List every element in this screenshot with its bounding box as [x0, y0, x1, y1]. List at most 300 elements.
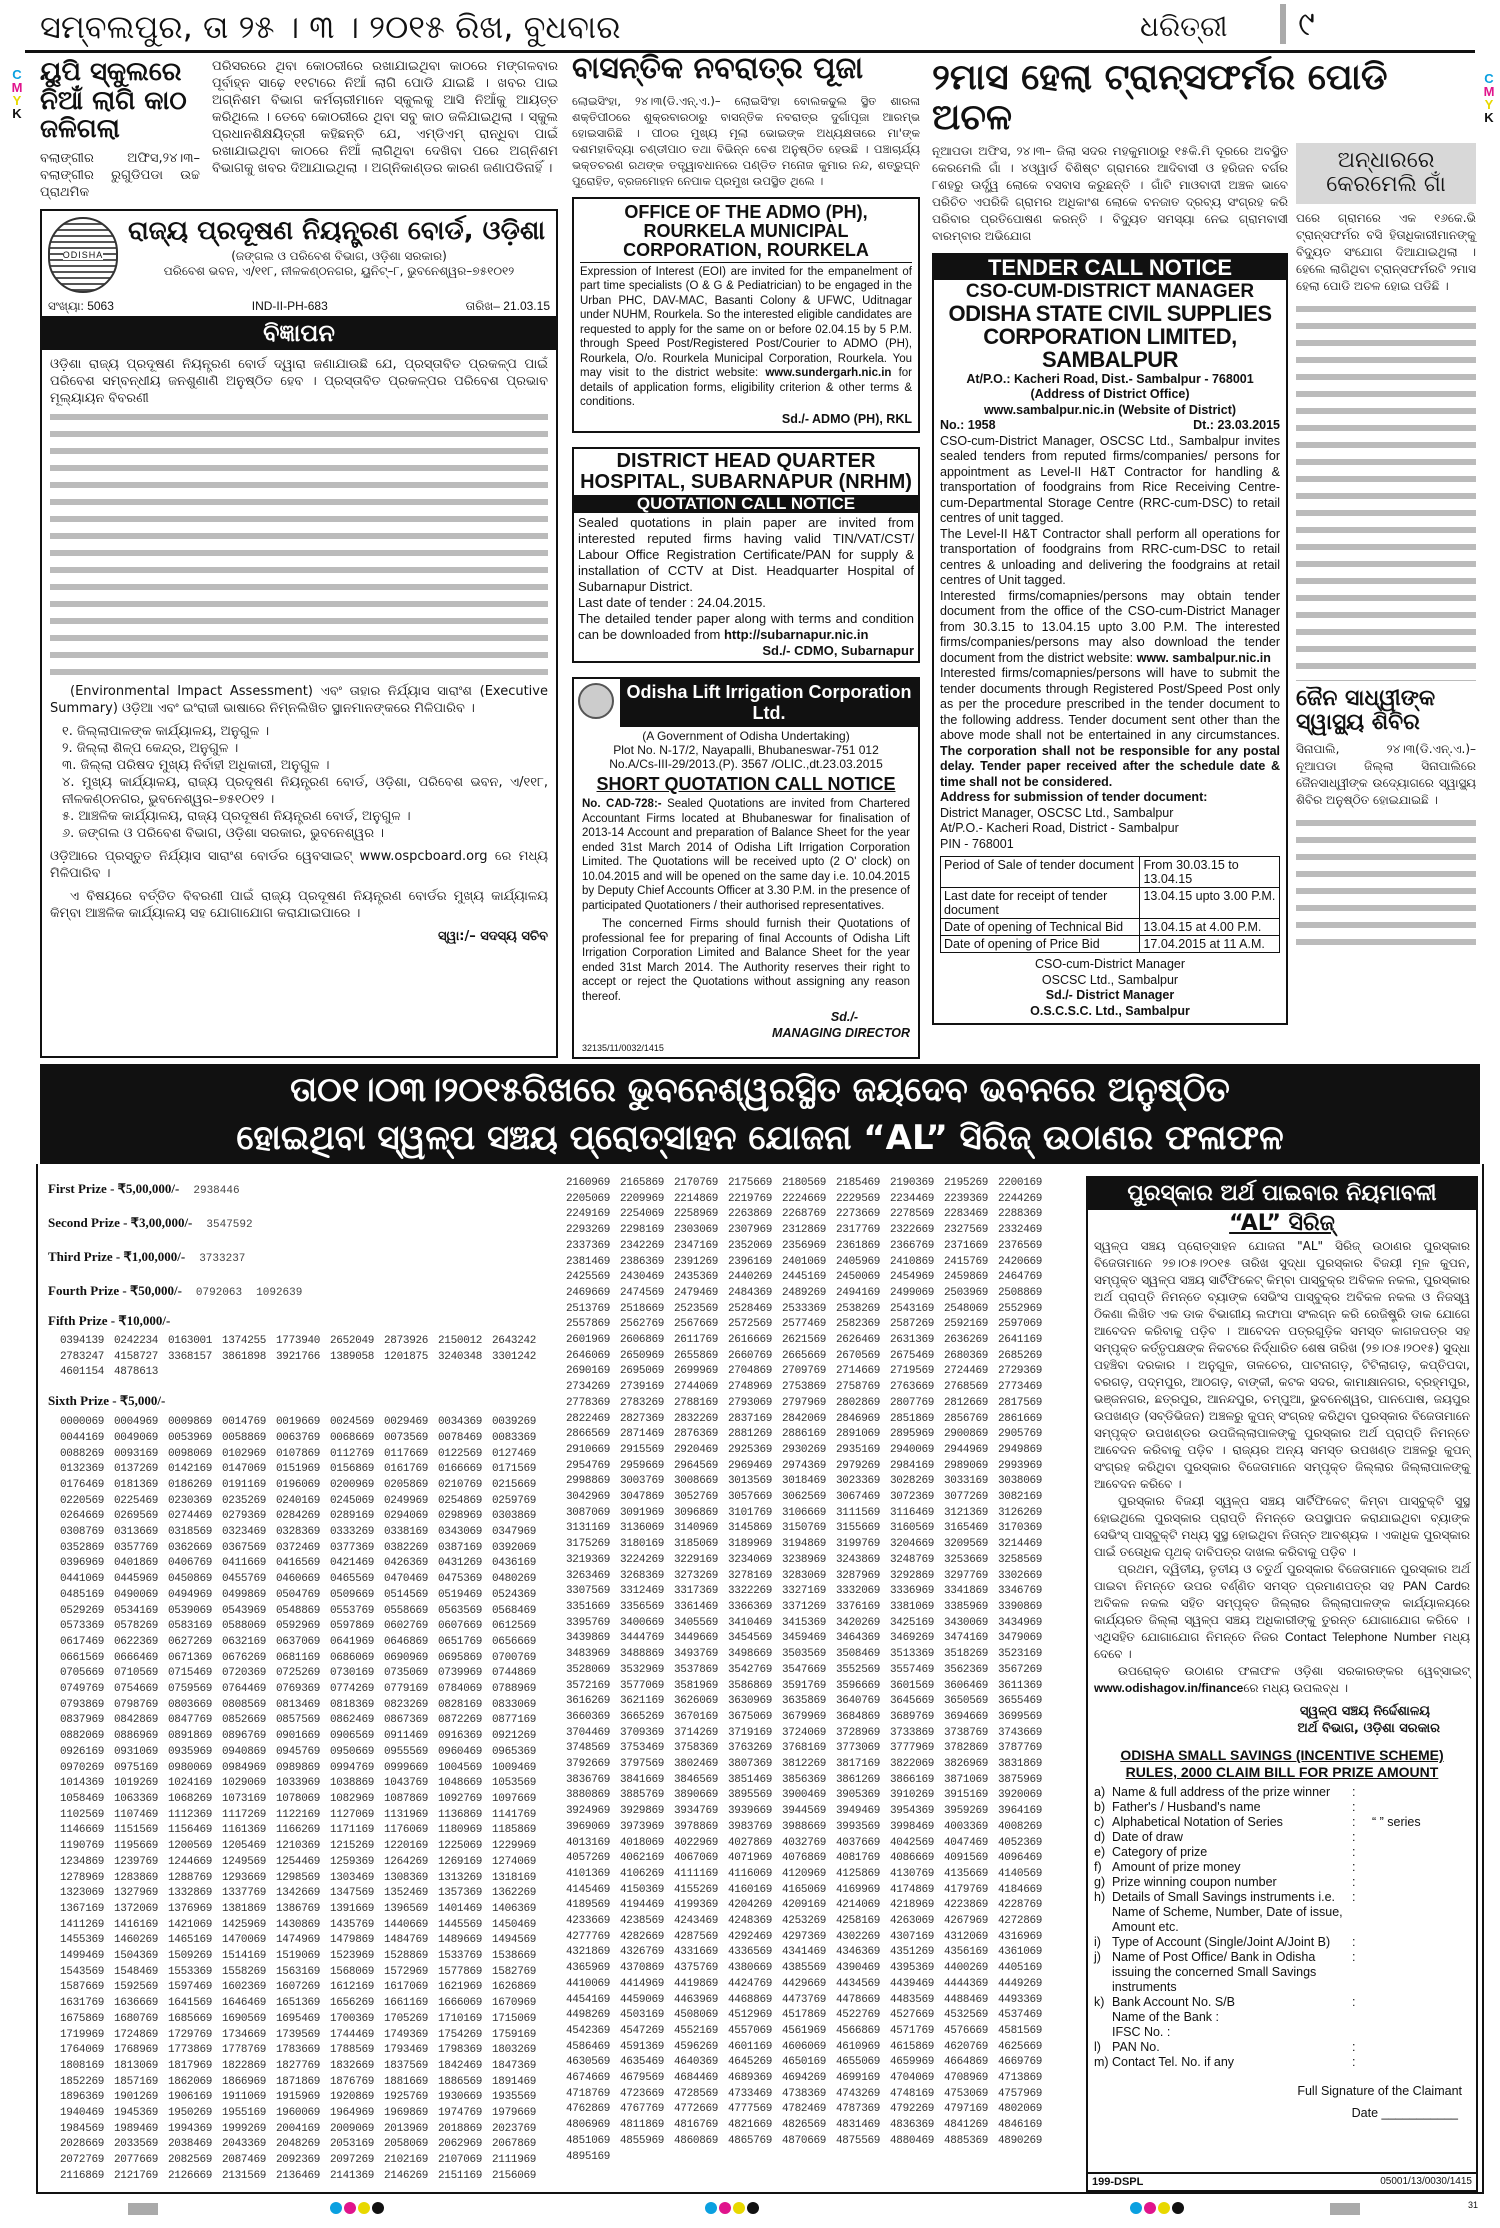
prize-number: 0078469 [438, 1431, 483, 1444]
prize-number: 1974769 [438, 2107, 483, 2120]
prize-number: 1244669 [168, 1855, 213, 1868]
claim-field-label: Prize winning coupon number [1112, 1875, 1277, 1890]
prize-number: 3993569 [836, 1820, 881, 1833]
prize-number: 2842069 [782, 1412, 827, 1425]
prize-number: 4645269 [728, 2056, 773, 2069]
prize-number: 1646469 [222, 1997, 267, 2010]
prize-number: 4158727 [114, 1350, 159, 1363]
tender-table-value: 17.04.2015 at 11 A.M. [1140, 936, 1280, 953]
prize-number: 2356969 [782, 1239, 827, 1252]
prize-number: 0975169 [114, 1761, 159, 1774]
prize-row [48, 1274, 558, 1308]
ospcb-body: ଓଡ଼ିଶା ରାଜ୍ୟ ପ୍ରଦୂଷଣ ନିୟନ୍ତ୍ରଣ ବୋର୍ଡ ଦ୍ୱାରା ଜଣାଯାଉଛି ଯେ, ପ୍ରସ୍ତାବିତ ପ୍ରକଳ୍ପ ପାଇଁ ପରିବେଶ ସମ୍ବନ୍ଧୀୟ ଜନଶୁଣାଣି ଅନୁଷ୍ଠିତ ହେବ । ପ୍ରସ୍ତାବିତ ପ୍ରକଳ୍ପର ପରିବେଶ ପ୍ରଭାବ ମୂଲ୍ୟାୟନ ବିବରଣୀ [50, 356, 548, 406]
prize-number: 1151569 [114, 1824, 159, 1837]
prize-number: 1019269 [114, 1777, 159, 1790]
prize-number: 1773869 [168, 2044, 213, 2057]
tender-table-row [941, 936, 1280, 953]
prize-label: Second Prize - [48, 1215, 128, 1230]
prize-number: 4380669 [728, 1962, 773, 1975]
claim-field-key: l) [1094, 2040, 1101, 2055]
prize-number: 2940069 [890, 1443, 935, 1456]
tender-address-line2: At/P.O.- Kacheri Road, District - Sambalpur [940, 821, 1179, 835]
prize-number: 2641169 [998, 1334, 1043, 1347]
prize-number: 4351269 [890, 1946, 935, 1959]
banner-line2: ହୋଇଥିବା ସ୍ୱଳ୍ପ ସଞ୍ଚୟ ପ୍ରୋତ୍ସାହନ ଯୋଜନା “AL” ସିରିଜ୍ ଉଠାଣର ଫଳାଫଳ [236, 1118, 1284, 1158]
prize-number: 2611769 [674, 1334, 719, 1347]
tender-address-note: (Address of District Office) [1030, 387, 1190, 401]
prize-number: 2170769 [674, 1177, 719, 1189]
prize-number: 2410869 [890, 1255, 935, 1268]
prize-number: 0509669 [330, 1588, 375, 1601]
prize-number: 4777569 [728, 2103, 773, 2116]
prize-number: 1813069 [114, 2059, 159, 2072]
prize-number: 4277769 [566, 1930, 611, 1943]
prize-number: 3792669 [566, 1758, 611, 1771]
prize-number: 1455369 [60, 1934, 105, 1947]
prize-number: 0235269 [222, 1494, 267, 1507]
prize-number: 4096469 [998, 1852, 1043, 1865]
tender-title2: ODISHA STATE CIVIL SUPPLIES CORPORATION LIMITED, SAMBALPUR [948, 301, 1272, 373]
rules-website-link[interactable]: www.odishagov.in/finance [1094, 1681, 1244, 1696]
prize-number: 3185069 [674, 1538, 719, 1551]
prize-number: 3826969 [944, 1758, 989, 1771]
prize-number: 1024169 [168, 1777, 213, 1790]
prize-number: 0127469 [492, 1447, 537, 1460]
ospcb-number: ସଂଖ୍ୟା: 5063 [48, 298, 114, 313]
tender-table-label: Date of opening of Technical Bid [941, 919, 1140, 936]
prize-number: 0367569 [222, 1541, 267, 1554]
claim-field [1094, 1860, 1470, 1875]
prize-number: 3802469 [674, 1758, 719, 1771]
prize-number: 3841669 [620, 1773, 665, 1786]
prize-number: 0891869 [168, 1730, 213, 1743]
prize-number: 0916369 [438, 1730, 483, 1743]
claim-field-key: e) [1094, 1845, 1106, 1860]
prize-number: 2827369 [620, 1412, 665, 1425]
prize-number: 2709769 [782, 1365, 827, 1378]
prize-number: 1073169 [222, 1792, 267, 1805]
prize-number: 0445969 [114, 1573, 159, 1586]
claim-field-value[interactable]: “ ” series [1372, 1815, 1421, 1830]
claim-field-label: IFSC No. : [1112, 2025, 1171, 2040]
prize-number: 1519069 [276, 1950, 321, 1963]
prize-number: 0744869 [492, 1667, 537, 1680]
prize-number: 3939669 [728, 1805, 773, 1818]
prize-label: Fourth Prize - [48, 1283, 127, 1298]
prize-number: 4003369 [944, 1820, 989, 1833]
prize-number: 4880469 [890, 2134, 935, 2147]
prize-number: 2744069 [674, 1381, 719, 1394]
claim-form [1094, 1785, 1470, 2070]
prize-number: 2802869 [836, 1396, 881, 1409]
prize-number: 1053569 [492, 1777, 537, 1790]
prize-number: 2494169 [836, 1286, 881, 1299]
ospcb-list-item: ୬. ଜଙ୍ଗଲ ଓ ପରିବେଶ ବିଭାଗ, ଓଡ଼ିଶା ସରକାର, ଭୁବନେଶ୍ୱର । [62, 825, 385, 841]
prize-number: 4566869 [836, 2024, 881, 2037]
prize-number: 1734669 [222, 2028, 267, 2041]
prize-number: 0181369 [114, 1478, 159, 1491]
prize-number: 1215269 [330, 1840, 375, 1853]
prize-number: 2361869 [836, 1239, 881, 1252]
tender-table-label: Period of Sale of tender document [941, 857, 1140, 888]
prize-number: 4365969 [566, 1962, 611, 1975]
prize-number: 3047869 [620, 1491, 665, 1504]
prize-number: 2200169 [998, 1177, 1043, 1189]
prize-number: 4878613 [114, 1366, 159, 1379]
prize-number: 0607669 [438, 1620, 483, 1633]
prize-number: 2572569 [728, 1318, 773, 1331]
prize-number: 4512969 [728, 2009, 773, 2022]
prize-number: 4385569 [782, 1962, 827, 1975]
prize-number: 2910669 [566, 1443, 611, 1456]
prize-number: 1489669 [438, 1934, 483, 1947]
prize-number: 0578269 [114, 1620, 159, 1633]
prize-number: 1342669 [276, 1887, 321, 1900]
olic-sub1: (A Government of Odisha Undertaking) [642, 728, 850, 743]
prize-number: 3381069 [890, 1600, 935, 1613]
prize-number: 3327169 [782, 1585, 827, 1598]
prize-number: 2479469 [674, 1286, 719, 1299]
olic-title: Odisha Lift Irrigation Corporation Ltd. [620, 679, 918, 727]
prize-number: 3425169 [890, 1616, 935, 1629]
prize-number: 0019669 [276, 1416, 321, 1429]
tender-address-line1: District Manager, OSCSC Ltd., Sambalpur [940, 805, 1174, 820]
prize-number: 1759169 [492, 2028, 537, 2041]
prize-number: 0024569 [330, 1416, 375, 1429]
prize-number: 4267969 [944, 1915, 989, 1928]
prize-number: 3817169 [836, 1758, 881, 1771]
prize-number: 4165069 [782, 1883, 827, 1896]
claim-field-label: Bank Account No. S/B [1112, 1995, 1235, 2010]
prize-number: 2562769 [620, 1318, 665, 1331]
prize-number: 0303869 [492, 1510, 537, 1523]
prize-number: 0394139 [60, 1335, 105, 1347]
prize-number: 0935969 [168, 1745, 213, 1758]
prize-number: 1602369 [222, 1981, 267, 1994]
prize-number: 0583169 [168, 1620, 213, 1633]
prize-number: 0686069 [330, 1651, 375, 1664]
prize-number: 2567669 [674, 1318, 719, 1331]
admo-website-link[interactable]: www.sundergarh.nic.in [765, 367, 892, 380]
prize-number: 2435369 [674, 1271, 719, 1284]
prize-number: 2229569 [836, 1192, 881, 1205]
prize-number: 1210369 [276, 1840, 321, 1853]
prize-number: 3753469 [620, 1742, 665, 1755]
prize-number: 1367169 [60, 1902, 105, 1915]
prize-number: 2097269 [330, 2154, 375, 2167]
dhh-last-date: Last date of tender : 24.04.2015. [578, 595, 766, 611]
prize-number: 3890669 [674, 1789, 719, 1802]
prize-number: 2729369 [998, 1365, 1043, 1378]
prize-number: 2724469 [944, 1365, 989, 1378]
prize-number: 3704469 [566, 1726, 611, 1739]
prize-number: 0254869 [438, 1494, 483, 1507]
prize-number: 4620769 [944, 2040, 989, 2053]
prize-number: 2405969 [836, 1255, 881, 1268]
prize-number: 2533369 [782, 1302, 827, 1315]
prize-label: Third Prize - [48, 1249, 121, 1264]
prize-number: 2704869 [728, 1365, 773, 1378]
prize-number: 2959669 [620, 1459, 665, 1472]
prize-number: 1538669 [492, 1950, 537, 1963]
prize-number: 4508069 [674, 2009, 719, 2022]
prize-number: 2528469 [728, 1302, 773, 1315]
tender-date: Dt.: 23.03.2015 [1193, 418, 1280, 432]
prize-number: 2337369 [566, 1239, 611, 1252]
prize-number: 0901669 [276, 1730, 321, 1743]
prize-number: 0833069 [492, 1698, 537, 1711]
prize-number: 3861898 [222, 1350, 267, 1363]
paper-name: ଧରିତ୍ରୀ [1140, 10, 1228, 43]
prize-number: 0058869 [222, 1431, 267, 1444]
prize-number: 0524369 [492, 1588, 537, 1601]
prize-number: 0588069 [222, 1620, 267, 1633]
prize-number: 0681169 [276, 1651, 321, 1664]
prize-number: 2190369 [890, 1177, 935, 1189]
prize-number: 0421469 [330, 1557, 375, 1570]
prize-number: 2254069 [620, 1208, 665, 1221]
prize-number: 4067069 [674, 1852, 719, 1865]
prize-number: 2954769 [566, 1459, 611, 1472]
registration-bar [128, 2203, 158, 2215]
prize-number: 0259769 [492, 1494, 537, 1507]
prize-number: 1749369 [384, 2028, 429, 2041]
prize-number: 1969869 [384, 2107, 429, 2120]
story3-sidebox: ଅନ୍ଧାରରେ କେରମେଲି ଗାଁ [1296, 143, 1476, 203]
prize-number: 1337769 [222, 1887, 267, 1900]
prize-number: 4870669 [782, 2134, 827, 2147]
prize-number: 0906569 [330, 1730, 375, 1743]
fifth-prize-amount: ₹10,000/- [118, 1313, 171, 1328]
prize-number: 2582369 [836, 1318, 881, 1331]
prize-number: 1161369 [222, 1824, 267, 1837]
story1-headline: ୟୁପି ସ୍କୁଲରେ ନିଆଁ ଲାଗି କାଠ ଜଳିଗଲା [40, 57, 187, 145]
prize-number: 1568069 [330, 1965, 375, 1978]
prize-number: 4851069 [566, 2134, 611, 2147]
prize-number: 1592569 [114, 1981, 159, 1994]
prize-number: 2812669 [944, 1396, 989, 1409]
prize-number: 4601154 [60, 1366, 105, 1379]
prize-number: 4802069 [998, 2103, 1043, 2116]
prize-number: 2652049 [330, 1335, 375, 1347]
page-number: ୯ [1280, 4, 1315, 44]
prize-number: 3586869 [728, 1679, 773, 1692]
prize-number: 0436169 [492, 1557, 537, 1570]
prize-number: 2278569 [890, 1208, 935, 1221]
prize-number: 4022969 [674, 1836, 719, 1849]
ospcb-website-note: ଓଡ଼ିଆରେ ପ୍ରସ୍ତୁତ ନିର୍ଯ୍ୟାସ ସାରାଂଶ ବୋର୍ଡର ୱେବସାଇଟ୍ www.ospcboard.org ରେ ମଧ୍ୟ ମିଳିପାରିବ । [50, 848, 548, 881]
prize-number: 4228769 [998, 1899, 1043, 1912]
prize-number: 3822069 [890, 1758, 935, 1771]
fifth-prize-label: Fifth Prize - [48, 1313, 116, 1328]
prize-number: 2205069 [566, 1192, 611, 1205]
prize-number: 4223869 [944, 1899, 989, 1912]
prize-number: 2557869 [566, 1318, 611, 1331]
prize-number: 3532969 [620, 1663, 665, 1676]
prize-number: 0333269 [330, 1526, 375, 1539]
dhh-body: Sealed quotations in plain paper are invited from interested reputed firms having valid TIN/VAT/CST/ Labour Office Registration Certificate/PAN for supply & installation of CCTV at Dist. Headquarter Hospital of Subarnapur District. [578, 515, 914, 595]
prize-number: 1837569 [384, 2059, 429, 2072]
ospcb-eia: (Environmental Impact Assessment) ଏବଂ ତାହାର ନିର୍ଯ୍ୟାସ ସାରାଂଶ (Executive Summary) ଓଡ଼ିଆ ଏବଂ ଇଂରାଜୀ ଭାଷାରେ ନିମ୍ନଲିଖିତ ସ୍ଥାନମାନଙ୍କରେ ମିଳିପାରିବ । [50, 683, 548, 716]
prize-number: 0416569 [276, 1557, 321, 1570]
prize-number: 1940469 [60, 2107, 105, 2120]
prize-number: 2141369 [330, 2169, 375, 2182]
prize-number: 4326769 [620, 1946, 665, 1959]
prize-number: 0377369 [330, 1541, 375, 1554]
prize-number: 4125869 [836, 1867, 881, 1880]
prize-number: 1631769 [60, 1997, 105, 2010]
prize-number: 4071969 [728, 1852, 773, 1865]
prize-number: 0534169 [114, 1604, 159, 1617]
prize-number: 2538269 [836, 1302, 881, 1315]
prize-number: 3743669 [998, 1726, 1043, 1739]
prize-number: 0049069 [114, 1431, 159, 1444]
prize-number: 2601969 [566, 1334, 611, 1347]
prize-number: 2714669 [836, 1365, 881, 1378]
prize-number: 4537469 [998, 2009, 1043, 2022]
prize-number: 3395769 [566, 1616, 611, 1629]
prize-number: 4243469 [674, 1915, 719, 1928]
rules-sign1: ସ୍ୱଳ୍ପ ସଞ୍ଚୟ ନିର୍ଦ୍ଦେଶାଳୟ [1299, 1704, 1430, 1720]
prize-number: 4733469 [728, 2087, 773, 2100]
claim-field-key: h) [1094, 1890, 1106, 1905]
prize-number: 3679969 [782, 1710, 827, 1723]
prize-number: 2391269 [674, 1255, 719, 1268]
prize-row [48, 1172, 558, 1206]
prize-number: 1200569 [168, 1840, 213, 1853]
prize-number: 2283469 [944, 1208, 989, 1221]
prize-number: 3949469 [836, 1805, 881, 1818]
prize-number: 3106669 [782, 1506, 827, 1519]
prize-number: 4091569 [944, 1852, 989, 1865]
prize-number: 4713869 [998, 2072, 1043, 2085]
prize-number: 0284269 [276, 1510, 321, 1523]
prize-number: 1548469 [114, 1965, 159, 1978]
prize-number: 1543569 [60, 1965, 105, 1978]
prize-number: 2886169 [782, 1428, 827, 1441]
prize-number: 4610969 [836, 2040, 881, 2053]
ospcb-list-item: ୨. ଜିଲ୍ଲା ଶିଳ୍ପ କେନ୍ଦ୍ର, ଅନୁଗୁଳ । [62, 740, 239, 756]
prize-number: 4390469 [836, 1962, 881, 1975]
prize-number: 0627269 [168, 1635, 213, 1648]
prize-number: 2699969 [674, 1365, 719, 1378]
prize-number: 1131969 [384, 1808, 429, 1821]
sixth-prize-label: Sixth Prize - [48, 1393, 117, 1409]
prize-number: 4297369 [782, 1930, 827, 1943]
prize-number: 0132369 [60, 1463, 105, 1476]
ospcb-dept: (ଜଙ୍ଗଲ ଓ ପରିବେଶ ବିଭାଗ, ଓଡ଼ିଶା ସରକାର) [231, 249, 447, 264]
ospcb-closing: ଏ ବିଷୟରେ ବର୍ତ୍ତିତ ବିବରଣୀ ପାଇଁ ରାଜ୍ୟ ପ୍ରଦୂଷଣ ନିୟନ୍ତ୍ରଣ ବୋର୍ଡର ମୁଖ୍ୟ କାର୍ଯ୍ୟାଳୟ କିମ୍ବା ଆଞ୍ଚଳିକ କାର୍ଯ୍ୟାଳୟ ସହ ଯୋଗାଯୋଗ କରାଯାଇପାରେ । [50, 888, 548, 921]
prize-number: 0186269 [168, 1478, 213, 1491]
prize-number: 3322269 [728, 1585, 773, 1598]
prize-number: 2307969 [728, 1224, 773, 1237]
prize-number: 4258169 [836, 1915, 881, 1928]
prize-number: 4855969 [620, 2134, 665, 2147]
prize-number: 3910269 [890, 1789, 935, 1802]
prize-number: 1626869 [492, 1981, 537, 1994]
rules-para4: ଉପରୋକ୍ତ ଉଠାଣର ଫଳାଫଳ ଓଡ଼ିଶା ସରକାରଙ୍କର ୱେବ୍‌ସାଇଟ୍ [1118, 1664, 1470, 1679]
prize-number: 1484769 [384, 1934, 429, 1947]
prize-number: 0563569 [438, 1604, 483, 1617]
prize-number: 1675869 [60, 2012, 105, 2025]
prize-number: 0053969 [168, 1431, 213, 1444]
prize-number: 1033969 [276, 1777, 321, 1790]
prize-amount: ₹50,000/- [129, 1283, 182, 1298]
prize-row [48, 1240, 558, 1274]
claim-field [1094, 1785, 1470, 1800]
prize-number: 3763269 [728, 1742, 773, 1755]
dhh-url-link[interactable]: http://subarnapur.nic.in [723, 627, 869, 643]
prize-number: 1979669 [492, 2107, 537, 2120]
prize-number: 0980069 [168, 1761, 213, 1774]
prize-number: 0867369 [384, 1714, 429, 1727]
prize-number: 3368157 [168, 1350, 213, 1363]
prize-number: 1871869 [276, 2075, 321, 2088]
prize-number: 3430069 [944, 1616, 989, 1629]
prize-number: 1435769 [330, 1918, 375, 1931]
prize-number: 4895169 [566, 2150, 611, 2163]
tender-website-link[interactable]: www. sambalpur.nic.in [1136, 650, 1271, 665]
prize-number: 3087069 [566, 1506, 611, 1519]
prize-number: 0808569 [222, 1698, 267, 1711]
prize-number: 3978869 [674, 1820, 719, 1833]
prize-number: 2332469 [998, 1224, 1043, 1237]
prize-number: 0242234 [114, 1335, 159, 1347]
prize-number: 4037669 [836, 1836, 881, 1849]
prize-number: 1401469 [438, 1902, 483, 1915]
claim-field-colon: : [1352, 1800, 1356, 1815]
prize-number: 4640369 [674, 2056, 719, 2069]
prize-number: 0480269 [492, 1573, 537, 1586]
prize-number: 1465169 [168, 1934, 213, 1947]
claim-field [1094, 2040, 1470, 2055]
prize-number: 0004969 [114, 1416, 159, 1429]
claim-field-label: Name of Post Office/ Bank in Odisha issuing the concerned Small Savings instruments [1112, 1950, 1317, 1995]
prize-number: 4552169 [674, 2024, 719, 2037]
prize-number: 2342269 [620, 1239, 665, 1252]
prize-number: 2606869 [620, 1334, 665, 1347]
prize-number: 3694669 [944, 1710, 989, 1723]
prize-number: 4287569 [674, 1930, 719, 1943]
prize-number: 0171569 [492, 1463, 537, 1476]
prize-number: 1935569 [492, 2091, 537, 2104]
prize-number: 2621569 [782, 1334, 827, 1347]
prize-number: 1166269 [276, 1824, 321, 1837]
prize-number: 2920469 [674, 1443, 719, 1456]
prize-number: 3101769 [728, 1506, 773, 1519]
prize-number: 3434969 [998, 1616, 1043, 1629]
ospcb-logo: ODISHA [48, 217, 118, 293]
prize-number: 3895569 [728, 1789, 773, 1802]
prize-number: 4718769 [566, 2087, 611, 2100]
prize-number: 3243869 [836, 1553, 881, 1566]
claim-field-label: Category of prize [1112, 1845, 1208, 1860]
rules-phone: Contact Telephone Number [1284, 1630, 1437, 1645]
prize-number: 3301242 [492, 1350, 537, 1363]
prize-number: 0612569 [492, 1620, 537, 1633]
prize-number: 1318169 [492, 1871, 537, 1884]
prize-number: 0700769 [492, 1651, 537, 1664]
prize-number: 3831869 [998, 1758, 1043, 1771]
prize-number: 1205469 [222, 1840, 267, 1853]
prize-number: 2160969 [566, 1177, 611, 1189]
prize-number: 3018469 [782, 1475, 827, 1488]
prize-number: 2219769 [728, 1192, 773, 1205]
prize-number: 0294069 [384, 1510, 429, 1523]
prize-number: 3390869 [998, 1600, 1043, 1613]
prize-number: 0191169 [222, 1478, 267, 1491]
color-dots [330, 2202, 384, 2214]
